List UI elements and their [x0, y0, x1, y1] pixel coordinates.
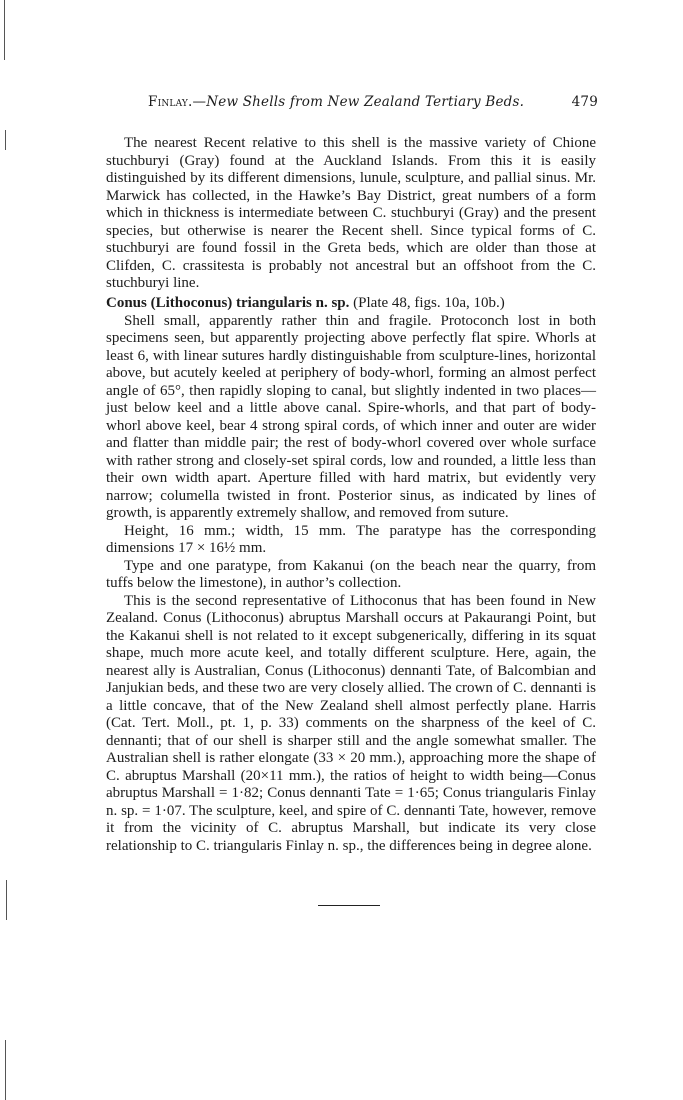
header-dash: —	[192, 94, 207, 110]
plate-reference: (Plate 48, figs. 10a, 10b.)	[353, 295, 505, 311]
species-heading	[106, 295, 596, 313]
running-header	[148, 94, 598, 110]
scan-edge-mark	[6, 880, 7, 920]
paragraph-shell-description: Shell small, apparently rather thin and fragile. Protoconch lost in both specimens seen, but apparently projecting above perfectly flat spire. Whorls at least 6, with linear sutures hardly distinguishable from sculpture-lines, horizontal above, but acutely keeled at periphery of body-whorl, forming an almost perfect angle of 65°, then rapidly sloping to canal, but slightly indented in two places—just below keel and a little above canal. Spire-whorls, and that part of body-whorl above keel, bear 4 strong spiral cords, of which inner and outer are wider and flatter than middle pair; the rest of body-whorl covered over whole surface with rather strong and closely-set spiral cords, low and rounded, a little less than their own width apart. Aperture filled with hard matrix, but evidently very narrow; columella twisted in front. Posterior sinus, as indicated by lines of growth, is apparently extremely shallow, and removed from suture.	[106, 312, 596, 521]
body-section-1	[106, 135, 596, 293]
scan-edge-mark	[4, 0, 5, 60]
scan-edge-mark	[5, 1040, 6, 1100]
header-author: Finlay.	[148, 94, 193, 110]
species-name: Conus (Lithoconus) triangularis n. sp.	[106, 295, 350, 311]
paragraph-lithoconus-discussion: This is the second representative of Lithoconus that has been found in New Zealand. Conus (Lithoconus) abruptus Marshall occurs at Pakaurangi Point, but the Kakanui shell is not related to it except subgenerically, differing in its squat shape, much more acute keel, and totally different sculpture. Here, again, the nearest ally is Australian, Conus (Lithoconus) dennanti Tate, of Balcombian and Janjukian beds, and these two are very closely allied. The crown of C. dennanti is a little concave, that of the New Zealand shell almost perfectly plane. Harris (Cat. Tert. Moll., pt. 1, p. 33) comments on the sharpness of the keel of C. dennanti; that of our shell is sharper still and the angle somewhat smaller. The Australian shell is rather elongate (33 × 20 mm.), approaching more the shape of C. abruptus Marshall (20×11 mm.), the ratios of height to width being—Conus abruptus Marshall = 1·82; Conus dennanti Tate = 1·65; Conus triangularis Finlay n. sp. = 1·07. The sculpture, keel, and spire of C. dennanti Tate, however, remove it from the vicinity of C. abruptus Marshall, but indicate its very close relationship to C. triangularis Finlay n. sp., the differences being in degree alone.	[106, 592, 596, 854]
scan-edge-mark	[5, 130, 6, 150]
species-description	[106, 295, 596, 855]
paragraph-dimensions: Height, 16 mm.; width, 15 mm. The paratype has the corresponding dimensions 17 × 16½ mm.	[106, 522, 596, 556]
end-rule	[318, 905, 380, 906]
paragraph-chione-comparison: The nearest Recent relative to this shell is the massive variety of Chione stuchburyi (Gray) found at the Auckland Islands. From this it is easily distinguished by its different dimensions, lunule, sculpture, and pallial sinus. Mr. Marwick has collected, in the Hawke’s Bay District, great numbers of a form which in thickness is intermediate between C. stuchburyi (Gray) and the present species, but otherwise is nearer the Recent shell. Since typical forms of C. stuchburyi are found fossil in the Greta beds, which are older than those at Clifden, C. crassitesta is probably not ancestral but an offshoot from the C. stuchburyi line.	[106, 135, 596, 291]
header-title: New Shells from New Zealand Tertiary Beds.	[206, 94, 525, 110]
page-number: 479	[571, 94, 598, 110]
paragraph-type-locality: Type and one paratype, from Kakanui (on the beach near the quarry, from tuffs below the limestone), in author’s collection.	[106, 557, 596, 591]
